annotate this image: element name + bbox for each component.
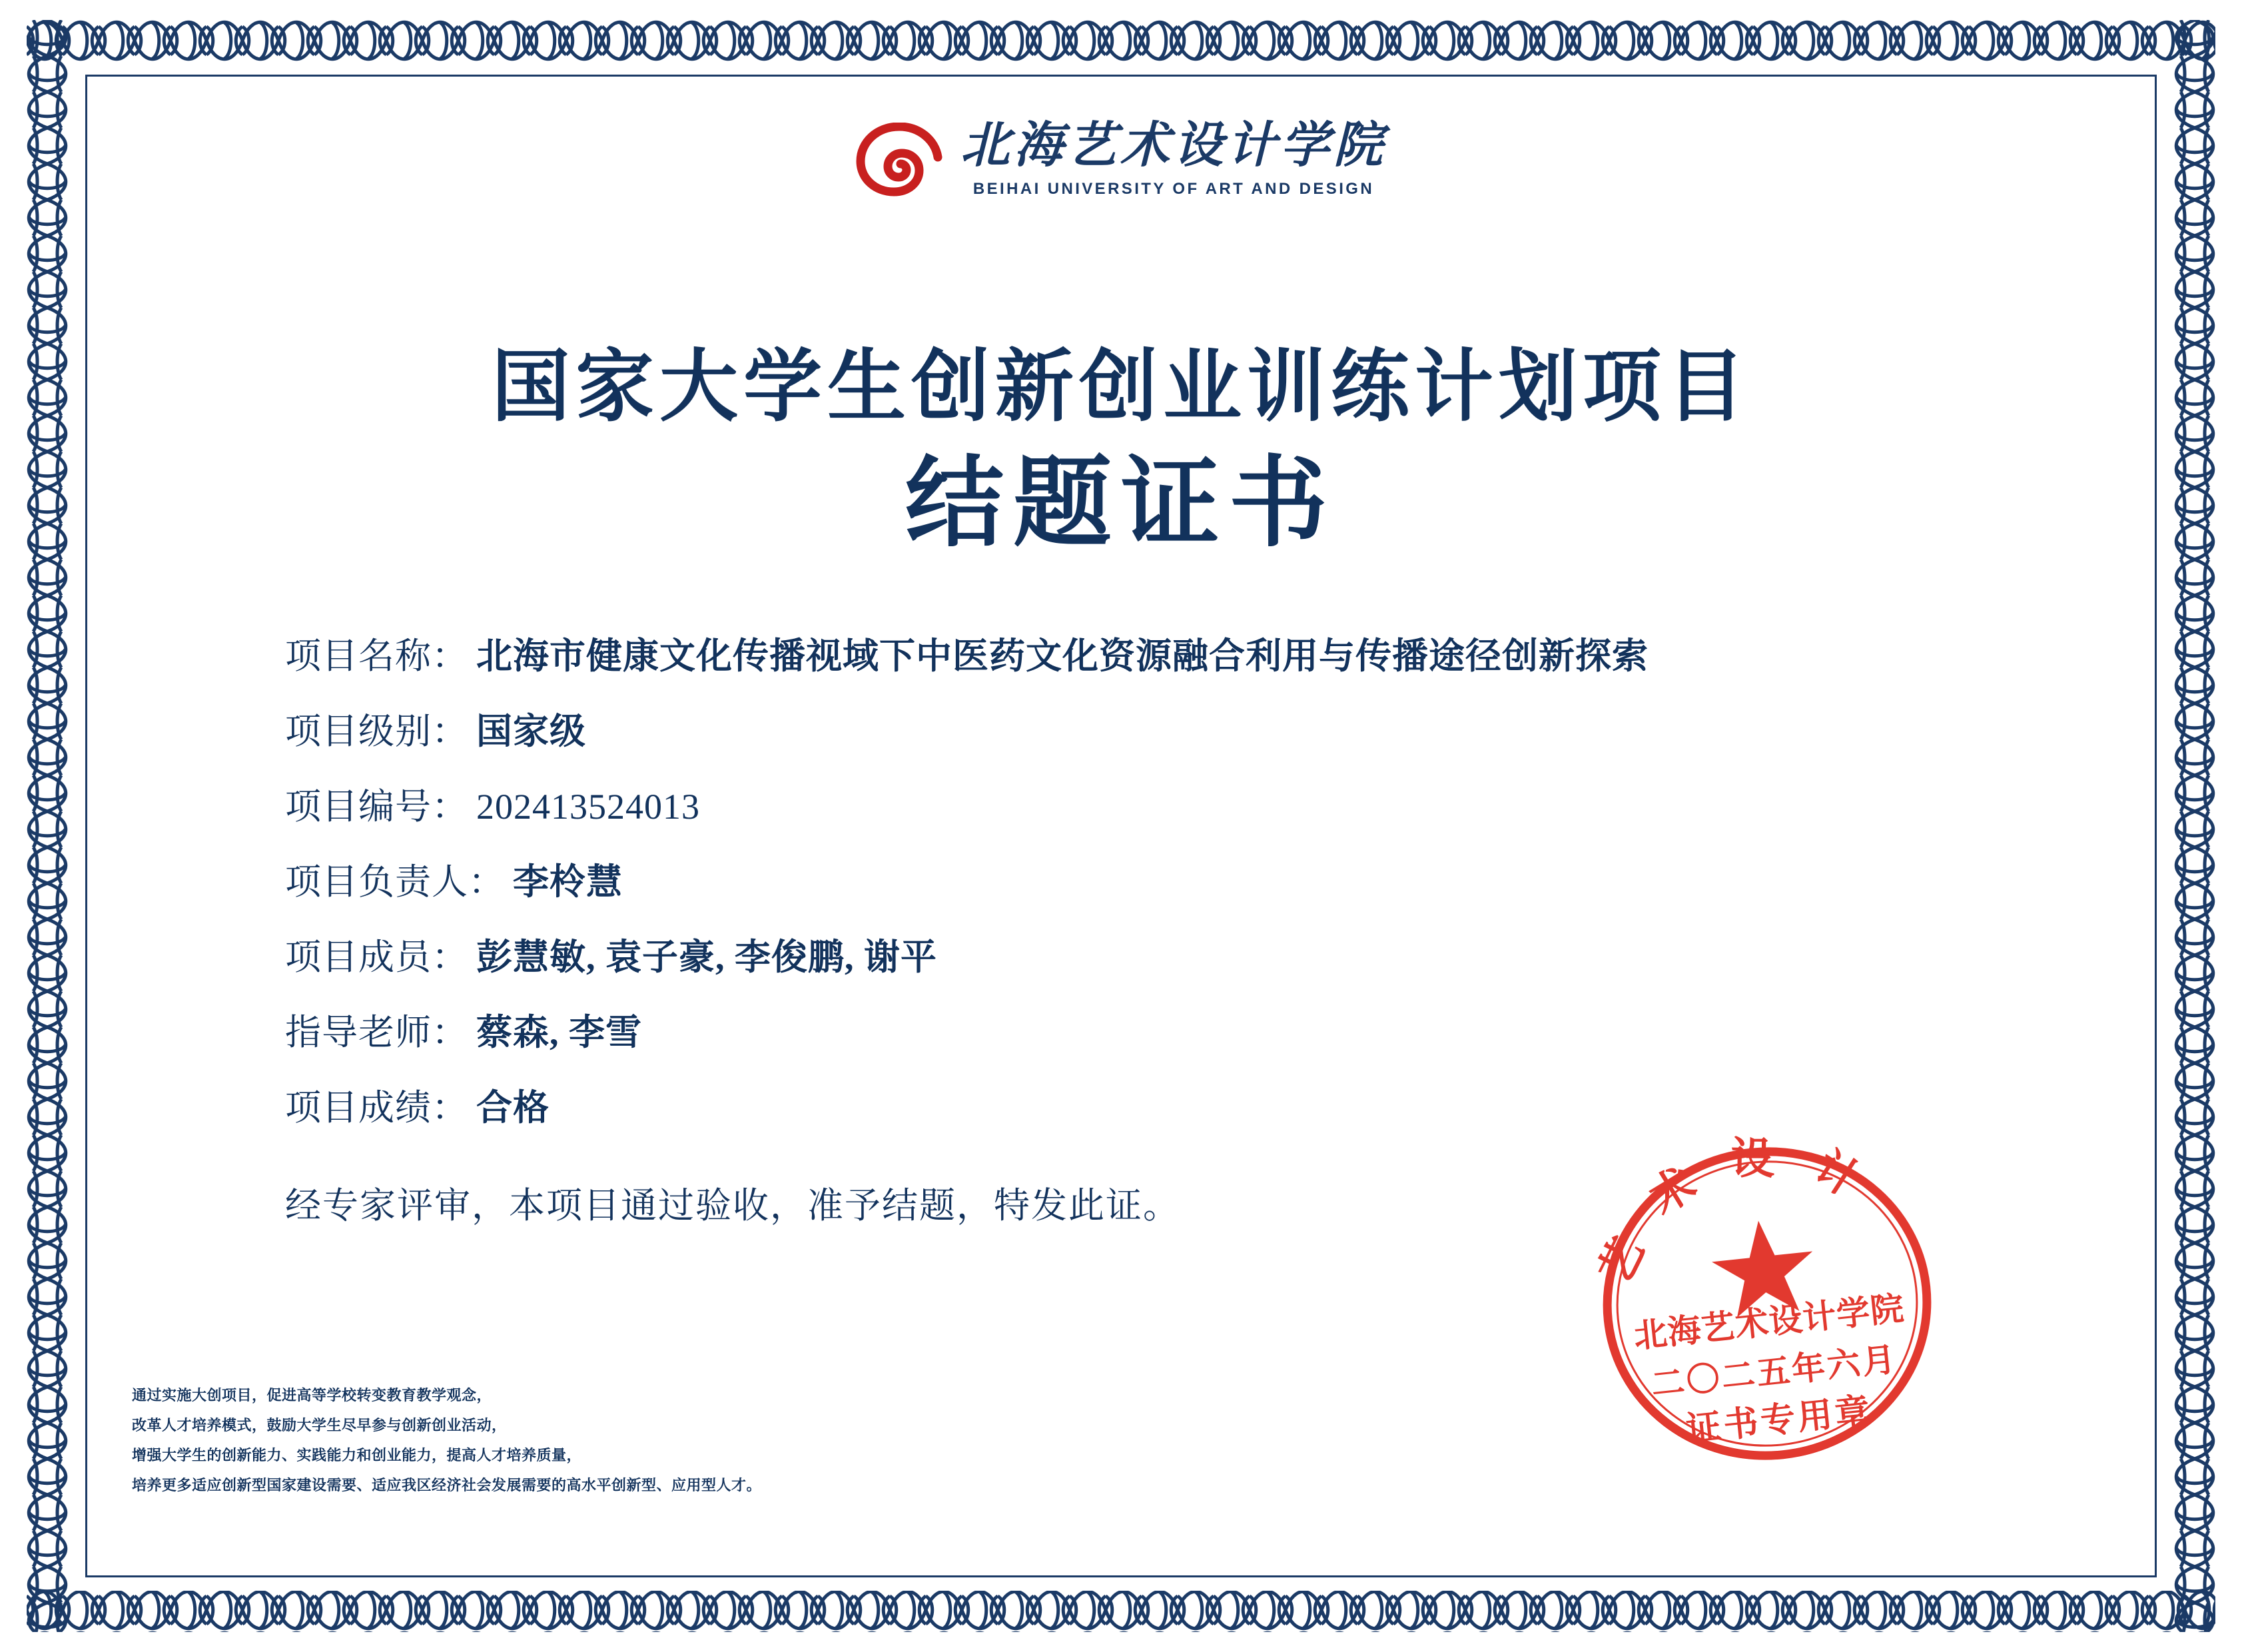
field-project-members: [285, 929, 2017, 980]
field-label: 项目名称：: [285, 636, 468, 676]
certificate-footnote: [132, 1380, 1198, 1500]
footnote-line: 增强大学生的创新能力、实践能力和创业能力，提高人才培养质量，: [132, 1447, 582, 1464]
certificate-fields: [285, 627, 2017, 1154]
certificate-content: [85, 75, 2157, 1577]
field-value: 李柃慧: [513, 862, 623, 902]
seal-bottom-text: 证书专用章: [1684, 1392, 1874, 1449]
field-value: 彭慧敏, 袁子豪, 李俊鹏, 谢平: [476, 937, 937, 977]
field-project-name: [285, 627, 2017, 679]
seal-date-text: 二〇二五年六月: [1649, 1340, 1900, 1404]
seal-arc-text: 艺术设计: [1591, 1134, 1898, 1292]
certificate-title-sub: 结题证书: [905, 450, 1337, 559]
field-advisors: [285, 1004, 2017, 1055]
field-value: 蔡森, 李雪: [476, 1013, 642, 1052]
field-project-number: [285, 778, 2017, 829]
seal-center-text: 北海艺术设计学院: [1632, 1289, 1906, 1356]
field-label: 指导老师：: [285, 1013, 468, 1052]
spiral-wave-logo-icon: [855, 123, 943, 197]
field-value: 国家级: [476, 711, 586, 751]
footnote-line: 改革人才培养模式，鼓励大学生尽早参与创新创业活动，: [132, 1417, 507, 1434]
field-value: 202413524013: [476, 787, 700, 827]
field-label: 项目级别：: [285, 711, 468, 751]
institution-name-en: BEIHAI UNIVERSITY OF ART AND DESIGN: [972, 180, 1375, 198]
institution-logo-block: [85, 121, 2157, 201]
institution-name-cn: 北海艺术设计学院: [960, 119, 1387, 173]
field-label: 项目编号：: [285, 787, 468, 827]
field-value: 北海市健康文化传播视域下中医药文化资源融合利用与传播途径创新探索: [476, 636, 1649, 676]
official-seal: [1552, 1094, 1982, 1513]
field-label: 项目成员：: [285, 937, 468, 977]
field-label: 项目负责人：: [285, 862, 505, 902]
field-value: 合格: [476, 1088, 550, 1128]
field-project-leader: [285, 853, 2017, 905]
field-project-level: [285, 703, 2017, 754]
footnote-line: 培养更多适应创新型国家建设需要、适应我区经济社会发展需要的高水平创新型、应用型人才。: [132, 1477, 762, 1494]
footnote-line: 通过实施大创项目，促进高等学校转变教育教学观念，: [132, 1387, 492, 1404]
certificate-title-main: 国家大学生创新创业训练计划项目: [491, 344, 1750, 431]
field-label: 项目成绩：: [285, 1088, 468, 1128]
certificate-statement: 经专家评审，本项目通过验收，准予结题，特发此证。: [285, 1186, 1180, 1226]
